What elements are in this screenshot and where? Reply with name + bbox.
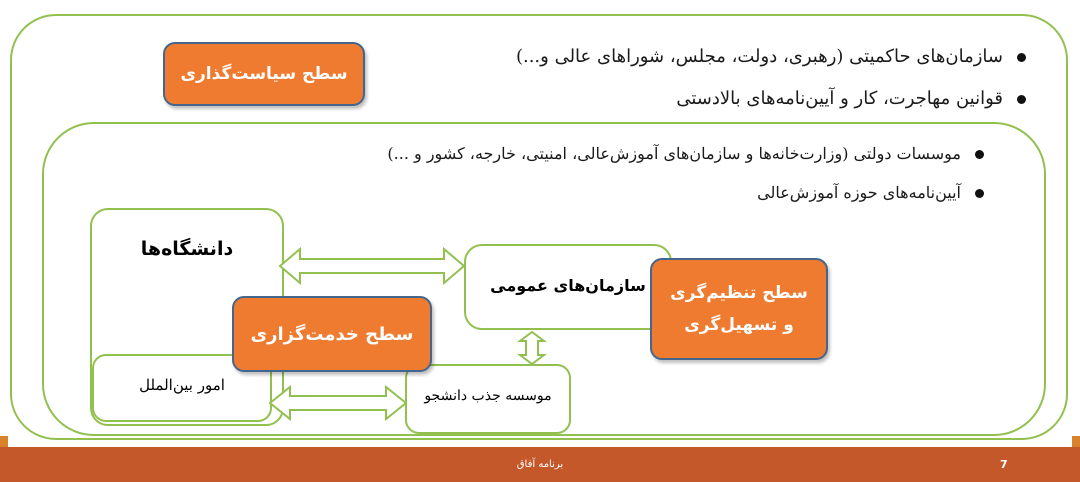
policy-level-label-text: سطح سیاست‌گذاری xyxy=(180,64,348,84)
regulation-level-label-line2: و تسهیل‌گری xyxy=(684,315,794,335)
regulation-level-label xyxy=(650,258,828,360)
footer-accent-left xyxy=(0,436,8,447)
regulation-bullet-1-text: موسسات دولتی (وزارت‌خانه‌ها و سازمان‌های آموزش‌عالی، امنیتی، خارجه، کشور و ...) xyxy=(387,144,961,163)
footer-accent-right xyxy=(1072,436,1080,447)
double-arrow-icon xyxy=(280,249,464,283)
policy-bullet-1-text: سازمان‌های حاکمیتی (رهبری، دولت، مجلس، شوراهای عالی و...) xyxy=(515,46,1003,67)
policy-bullet-2-text: قوانین مهاجرت، کار و آیین‌نامه‌های بالادستی xyxy=(676,88,1003,109)
regulation-bullet-2-text: آیین‌نامه‌های حوزه آموزش‌عالی xyxy=(757,183,961,202)
service-level-label-text: سطح خدمت‌گزاری xyxy=(250,323,414,345)
vertical-double-arrow-icon xyxy=(520,332,544,364)
public-organizations-label: سازمان‌های عمومی xyxy=(490,276,646,295)
universities-label: دانشگاه‌ها xyxy=(140,238,234,260)
student-recruitment-label: موسسه جذب دانشجو xyxy=(424,388,552,404)
footer-bar xyxy=(0,447,1080,482)
service-level-label xyxy=(232,296,432,372)
footer-title: برنامه آفاق xyxy=(516,459,564,470)
international-affairs-label: امور بین‌الملل xyxy=(139,376,225,394)
page-number: 7 xyxy=(1000,458,1008,471)
double-arrow-icon xyxy=(270,387,406,419)
regulation-level-label-line1: سطح تنظیم‌گری xyxy=(670,282,808,303)
